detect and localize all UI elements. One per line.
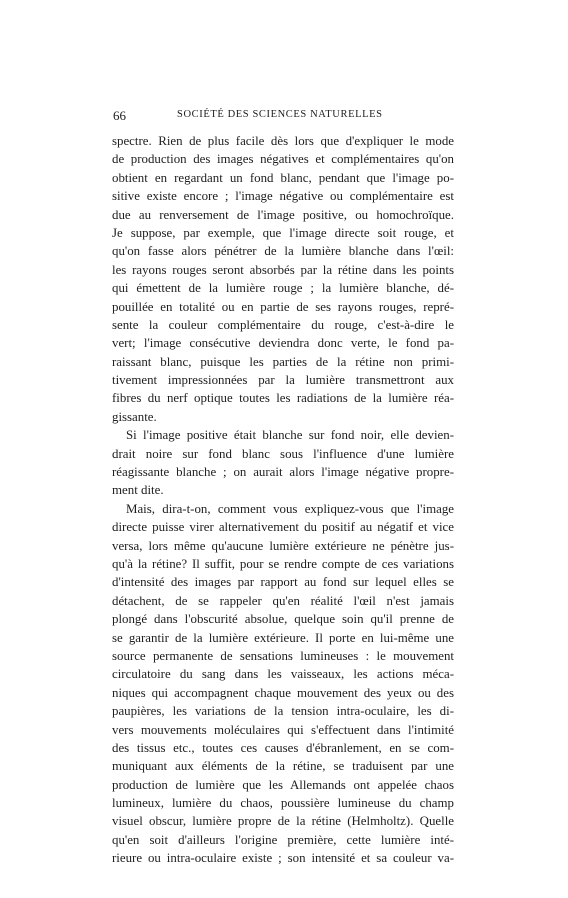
running-title: SOCIÉTÉ DES SCIENCES NATURELLES bbox=[177, 109, 383, 120]
text-line: se garantir de la lumière extérieure. Il porte en lui-même une bbox=[112, 630, 454, 645]
text-line: visuel obscur, lumière propre de la rétine (Helmholtz). Quelle bbox=[112, 814, 454, 829]
text-line: production de lumière que les Allemands ont appelée chaos bbox=[112, 777, 454, 792]
text-line: les rayons rouges seront absorbés par la rétine dans les points bbox=[112, 262, 454, 277]
text-line: due au renversement de l'image positive, ou homochroïque. bbox=[112, 207, 454, 222]
text-line: Mais, dira-t-on, comment vous expliquez-vous que l'image bbox=[126, 501, 454, 516]
text-line: qu'à la rétine? Il suffit, pour se rendre compte de ces variations bbox=[112, 556, 454, 571]
text-line: versa, lors même qu'aucune lumière extérieure ne pénètre jus- bbox=[112, 538, 454, 553]
text-line: d'intensité des images par rapport au fond sur lequel elles se bbox=[112, 575, 454, 590]
text-line: raissant blanc, puisque les parties de la rétine non primi- bbox=[112, 354, 454, 369]
text-line: drait noire sur fond blanc sous l'influence d'une lumière bbox=[112, 446, 454, 461]
paragraph bbox=[112, 426, 454, 500]
paragraph bbox=[112, 500, 454, 868]
body-text bbox=[112, 132, 454, 868]
text-line: muniquant aux éléments de la rétine, se traduisent par une bbox=[112, 759, 454, 774]
text-line: qu'en soit d'ailleurs l'origine première, cette lumière inté- bbox=[112, 832, 454, 847]
text-line: Si l'image positive était blanche sur fond noir, elle devien- bbox=[126, 428, 454, 443]
text-line: de production des images négatives et complémentaires qu'on bbox=[112, 152, 454, 167]
paragraph bbox=[112, 132, 454, 426]
text-line: pouillée en totalité ou en partie de ses rayons rouges, repré- bbox=[112, 299, 454, 314]
text-line: sitive existe encore ; l'image négative ou complémentaire est bbox=[112, 189, 454, 204]
text-line: Je suppose, par exemple, que l'image directe soit rouge, et bbox=[112, 225, 454, 240]
text-line: réagissante blanche ; on aurait alors l'image négative propre- bbox=[112, 465, 454, 480]
text-line: circulatoire du sang dans les vaisseaux, les actions méca- bbox=[112, 667, 454, 682]
text-line: lumineux, lumière du chaos, poussière lumineuse du champ bbox=[112, 796, 454, 811]
text-line: rieure ou intra-oculaire existe ; son intensité et sa couleur va- bbox=[112, 851, 454, 866]
text-line: directe puisse virer alternativement du positif au négatif et vice bbox=[112, 520, 454, 535]
text-line: spectre. Rien de plus facile dès lors que d'expliquer le mode bbox=[112, 134, 454, 148]
text-line: paupières, les variations de la tension intra-oculaire, les di- bbox=[112, 704, 454, 719]
text-line: niques qui accompagnent chaque mouvement des yeux ou des bbox=[112, 685, 454, 700]
text-line: vers mouvements moléculaires qui s'effectuent dans l'intimité bbox=[112, 722, 454, 737]
page-header bbox=[113, 108, 453, 126]
page-number: 66 bbox=[113, 108, 126, 123]
text-line: détachent, de se rappeler qu'en réalité l'œil n'est jamais bbox=[112, 593, 454, 608]
text-line: sente la couleur complémentaire du rouge, c'est-à-dire le bbox=[112, 317, 454, 332]
text-line: fibres du nerf optique toutes les radiations de la lumière réa- bbox=[112, 391, 454, 406]
text-line: qu'on fasse alors pénétrer de la lumière blanche dans l'œil: bbox=[112, 244, 454, 259]
text-line: ment dite. bbox=[112, 483, 164, 498]
text-line: des tissus etc., toutes ces causes d'ébranlement, en se com- bbox=[112, 740, 454, 755]
text-line: qui émettent de la lumière rouge ; la lumière blanche, dé- bbox=[112, 281, 454, 296]
text-line: source permanente de sensations lumineuses : le mouvement bbox=[112, 648, 454, 663]
text-line: tivement impressionnées par la lumière transmettront aux bbox=[112, 373, 454, 388]
text-line: vert; l'image consécutive deviendra donc verte, le fond pa- bbox=[112, 336, 454, 351]
text-line: plongé dans l'obscurité absolue, quelque soin qu'il prenne de bbox=[112, 612, 454, 627]
text-line: gissante. bbox=[112, 409, 157, 424]
text-line: obtient en regardant un fond blanc, pendant que l'image po- bbox=[112, 170, 454, 185]
